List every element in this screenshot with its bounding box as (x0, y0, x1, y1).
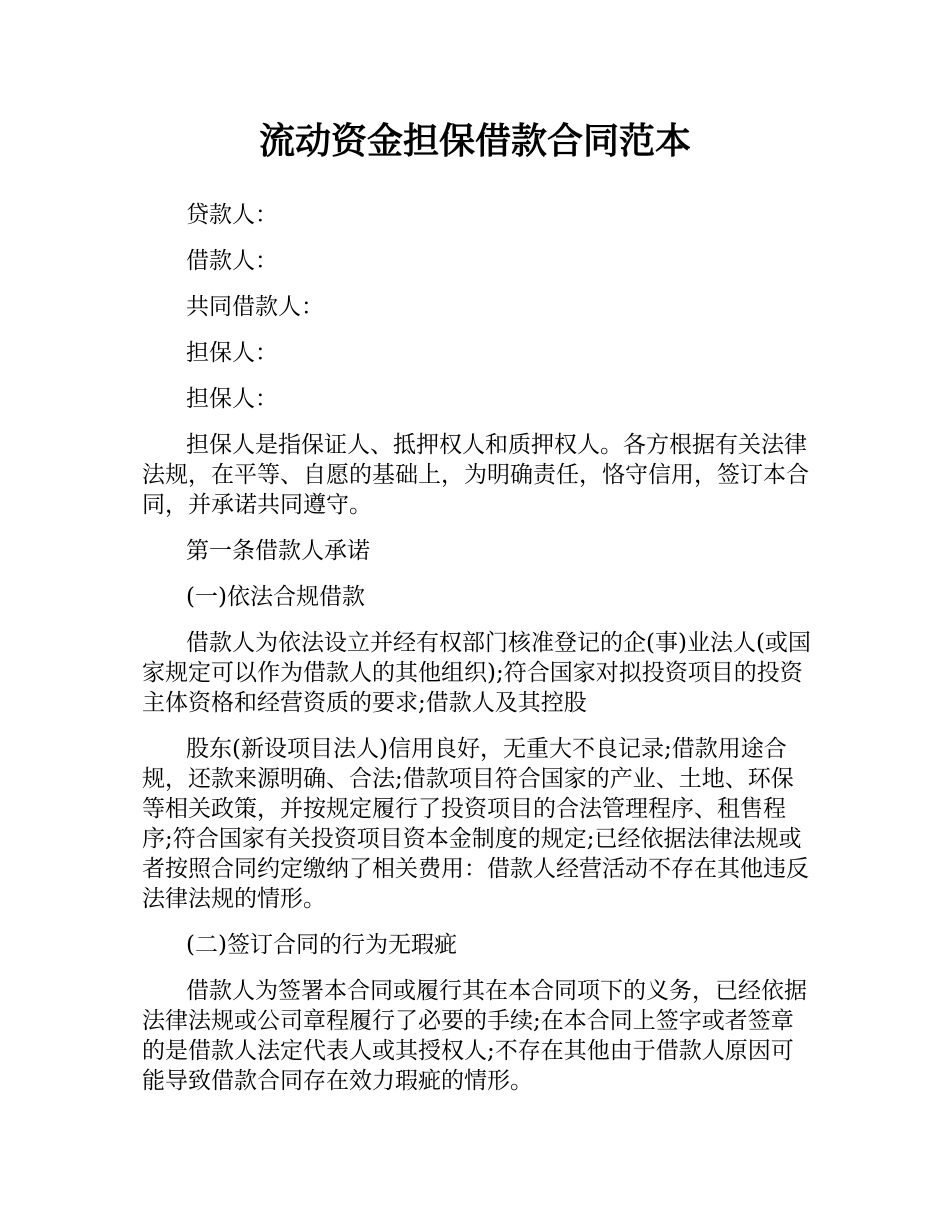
co-borrower-line: 共同借款人： (186, 294, 324, 320)
preamble-paragraph: 担保人是指保证人、抵押权人和质押权人。各方根据有关法律法规，在平等、自愿的基础上，为明确责任，恪守信用，签订本合同，并承诺共同遵守。 (142, 432, 809, 518)
lender-line: 贷款人： (186, 202, 278, 228)
document-body (142, 200, 812, 1096)
section-1-paragraph-2: 股东(新设项目法人)信用良好，无重大不良记录;借款用途合规，还款来源明确、合法;借款项目符合国家的产业、土地、环保等相关政策，并按规定履行了投资项目的合法管理程序、租售程序;符合国家有关投资项目资本金制度的规定;已经依据法律法规或者按照合同约定缴纳了相关费用：借款人经营活动不存在其他违反法律法规的情形。 (142, 736, 809, 912)
section-2-heading: (二)签订合同的行为无瑕疵 (186, 932, 457, 958)
section-1-paragraph-1: 借款人为依法设立并经有权部门核准登记的企(事)业法人(或国家规定可以作为借款人的其他组织);符合国家对拟投资项目的投资主体资格和经营资质的要求;借款人及其控股 (142, 630, 811, 716)
guarantor-line-1: 担保人： (186, 340, 278, 366)
section-1-heading: (一)依法合规借款 (186, 584, 365, 610)
guarantor-line-2: 担保人： (186, 386, 278, 412)
borrower-line: 借款人： (186, 248, 278, 274)
article-1-heading: 第一条借款人承诺 (186, 538, 370, 564)
section-2-paragraph: 借款人为签署本合同或履行其在本合同项下的义务，已经依据法律法规或公司章程履行了必要的手续;在本合同上签字或者签章的是借款人法定代表人或其授权人;不存在其他由于借款人原因可能导致借款合同存在效力瑕疵的情形。 (142, 978, 807, 1094)
document-title: 流动资金担保借款合同范本 (258, 121, 691, 162)
